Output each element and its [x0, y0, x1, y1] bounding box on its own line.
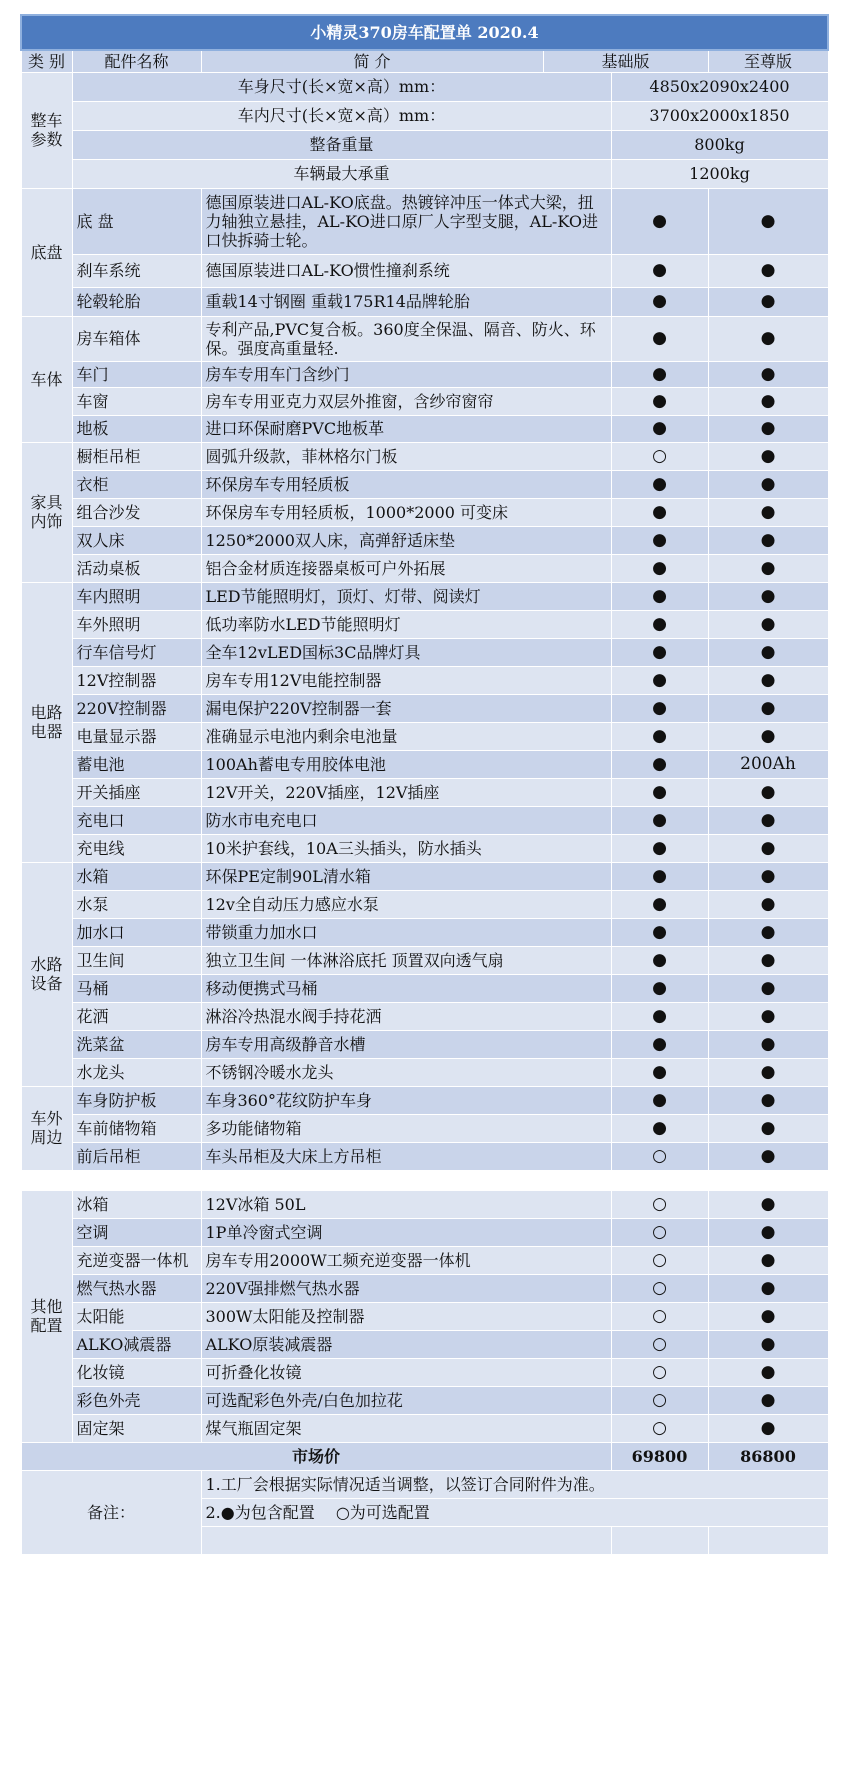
basic-mark: ●: [611, 1002, 708, 1030]
table-row: [21, 1218, 828, 1246]
basic-mark: ●: [611, 610, 708, 638]
part-name: 太阳能: [72, 1302, 201, 1330]
part-description: 房车专用车门含纱门: [201, 361, 611, 387]
param-value: 4850x2090x2400: [611, 72, 828, 101]
part-name: ALKO减震器: [72, 1330, 201, 1358]
basic-mark: ○: [611, 1302, 708, 1330]
part-name: 12V控制器: [72, 666, 201, 694]
part-description: 车身360°花纹防护车身: [201, 1086, 611, 1114]
part-description: 220V强排燃气热水器: [201, 1274, 611, 1302]
part-name: 车窗: [72, 387, 201, 415]
premium-mark: ●: [708, 806, 828, 834]
part-description: 铝合金材质连接器桌板可户外拓展: [201, 554, 611, 582]
table-row: [21, 1086, 828, 1114]
part-name: 橱柜吊柜: [72, 442, 201, 470]
param-value: 1200kg: [611, 159, 828, 188]
config-sheet: [20, 14, 827, 1555]
part-description: 100Ah蓄电专用胶体电池: [201, 750, 611, 778]
premium-mark: ●: [708, 1058, 828, 1086]
part-description: 圆弧升级款，菲林格尔门板: [201, 442, 611, 470]
part-name: 燃气热水器: [72, 1274, 201, 1302]
part-description: 进口环保耐磨PVC地板革: [201, 415, 611, 442]
basic-mark: ●: [611, 1086, 708, 1114]
part-name: 马桶: [72, 974, 201, 1002]
table-row: [21, 554, 828, 582]
premium-mark: ●: [708, 442, 828, 470]
part-description: 德国原装进口AL-KO底盘。热镀锌冲压一体式大梁，扭力轴独立悬挂，AL-KO进口原厂人字型支腿，AL-KO进口快拆骑士轮。: [201, 188, 611, 254]
premium-mark: ●: [708, 1302, 828, 1330]
basic-mark: ●: [611, 778, 708, 806]
premium-mark: ●: [708, 361, 828, 387]
basic-mark: ●: [611, 750, 708, 778]
premium-mark: ●: [708, 890, 828, 918]
table-row: [21, 1246, 828, 1274]
note-line: 2.●为包含配置 ○为可选配置: [201, 1498, 828, 1526]
category-water: 水路设备: [21, 862, 72, 1086]
table-row: [21, 1114, 828, 1142]
premium-mark: ●: [708, 1358, 828, 1386]
part-name: 蓄电池: [72, 750, 201, 778]
table-row: [21, 1058, 828, 1086]
part-description: ALKO原装减震器: [201, 1330, 611, 1358]
basic-mark: ●: [611, 188, 708, 254]
premium-mark: ●: [708, 1114, 828, 1142]
part-name: 水箱: [72, 862, 201, 890]
premium-mark: ●: [708, 834, 828, 862]
part-name: 车外照明: [72, 610, 201, 638]
basic-mark: ●: [611, 554, 708, 582]
table-row: [21, 862, 828, 890]
part-name: 车身防护板: [72, 1086, 201, 1114]
part-description: 带锁重力加水口: [201, 918, 611, 946]
table-row: [21, 1274, 828, 1302]
part-description: 12V冰箱 50L: [201, 1190, 611, 1218]
part-name: 房车箱体: [72, 316, 201, 361]
table-row: [21, 1414, 828, 1442]
param-label: 车内尺寸(长×宽×高）mm：: [72, 101, 611, 130]
table-row: [21, 188, 828, 254]
part-name: 双人床: [72, 526, 201, 554]
param-label: 整备重量: [72, 130, 611, 159]
table-row: [21, 778, 828, 806]
premium-mark: ●: [708, 498, 828, 526]
part-name: 加水口: [72, 918, 201, 946]
part-description: 车头吊柜及大床上方吊柜: [201, 1142, 611, 1170]
note-blank: [708, 1526, 828, 1554]
basic-mark: ●: [611, 694, 708, 722]
premium-mark: ●: [708, 1190, 828, 1218]
part-name: 空调: [72, 1218, 201, 1246]
premium-mark: ●: [708, 722, 828, 750]
table-row: [21, 415, 828, 442]
basic-mark: ○: [611, 1190, 708, 1218]
part-description: 10米护套线，10A三头插头，防水插头: [201, 834, 611, 862]
basic-mark: ●: [611, 387, 708, 415]
part-description: 重载14寸钢圈 重载175R14品牌轮胎: [201, 287, 611, 316]
basic-mark: ○: [611, 1218, 708, 1246]
param-label: 车辆最大承重: [72, 159, 611, 188]
premium-mark: ●: [708, 974, 828, 1002]
premium-mark: ●: [708, 946, 828, 974]
basic-mark: ○: [611, 1414, 708, 1442]
part-description: 漏电保护220V控制器一套: [201, 694, 611, 722]
header-part-name: 配件名称: [72, 50, 201, 72]
part-description: 低功率防水LED节能照明灯: [201, 610, 611, 638]
part-name: 轮毂轮胎: [72, 287, 201, 316]
basic-mark: ●: [611, 287, 708, 316]
premium-mark: ●: [708, 1414, 828, 1442]
part-name: 地板: [72, 415, 201, 442]
table-row: [21, 287, 828, 316]
basic-mark: ●: [611, 1058, 708, 1086]
price-basic: 69800: [611, 1442, 708, 1470]
table-row: [21, 1190, 828, 1218]
basic-mark: ●: [611, 470, 708, 498]
basic-mark: ○: [611, 1142, 708, 1170]
part-description: 德国原装进口AL-KO惯性撞刹系统: [201, 254, 611, 287]
part-description: 煤气瓶固定架: [201, 1414, 611, 1442]
premium-mark: ●: [708, 387, 828, 415]
part-name: 前后吊柜: [72, 1142, 201, 1170]
table-row: [21, 498, 828, 526]
basic-mark: ○: [611, 442, 708, 470]
premium-mark: ●: [708, 287, 828, 316]
part-name: 底 盘: [72, 188, 201, 254]
part-description: 多功能储物箱: [201, 1114, 611, 1142]
basic-mark: ●: [611, 361, 708, 387]
header-description: 简 介: [201, 50, 543, 72]
premium-mark: ●: [708, 778, 828, 806]
price-premium: 86800: [708, 1442, 828, 1470]
part-name: 水泵: [72, 890, 201, 918]
section-spacer: [21, 1170, 828, 1190]
basic-mark: ●: [611, 415, 708, 442]
premium-mark: ●: [708, 415, 828, 442]
basic-mark: ●: [611, 890, 708, 918]
category-furniture: 家具内饰: [21, 442, 72, 582]
table-row: [21, 1358, 828, 1386]
part-description: 12V开关，220V插座，12V插座: [201, 778, 611, 806]
header-category: 类 别: [21, 50, 72, 72]
note-line: 1.工厂会根据实际情况适当调整，以签订合同附件为准。: [201, 1470, 828, 1498]
part-name: 卫生间: [72, 946, 201, 974]
part-name: 车门: [72, 361, 201, 387]
basic-mark: ●: [611, 582, 708, 610]
part-description: 独立卫生间 一体淋浴底托 顶置双向透气扇: [201, 946, 611, 974]
premium-mark: ●: [708, 254, 828, 287]
basic-mark: ●: [611, 316, 708, 361]
premium-mark: ●: [708, 1030, 828, 1058]
basic-mark: ●: [611, 974, 708, 1002]
part-name: 电量显示器: [72, 722, 201, 750]
header-premium: 至尊版: [708, 50, 828, 72]
part-name: 开关插座: [72, 778, 201, 806]
premium-mark: 200Ah: [708, 750, 828, 778]
sheet-title: 小精灵370房车配置单 2020.4: [21, 15, 828, 50]
part-name: 充逆变器一体机: [72, 1246, 201, 1274]
part-name: 化妆镜: [72, 1358, 201, 1386]
param-value: 3700x2000x1850: [611, 101, 828, 130]
table-row: [21, 610, 828, 638]
part-description: 300W太阳能及控制器: [201, 1302, 611, 1330]
premium-mark: ●: [708, 1246, 828, 1274]
part-description: 环保PE定制90L清水箱: [201, 862, 611, 890]
part-description: 移动便携式马桶: [201, 974, 611, 1002]
part-description: 12v全自动压力感应水泵: [201, 890, 611, 918]
premium-mark: ●: [708, 316, 828, 361]
part-name: 组合沙发: [72, 498, 201, 526]
part-description: 环保房车专用轻质板: [201, 470, 611, 498]
part-description: 环保房车专用轻质板，1000*2000 可变床: [201, 498, 611, 526]
premium-mark: ●: [708, 638, 828, 666]
basic-mark: ●: [611, 666, 708, 694]
category-chassis: 底盘: [21, 188, 72, 316]
config-table: [20, 14, 829, 1555]
table-row: [21, 526, 828, 554]
part-name: 充电口: [72, 806, 201, 834]
part-name: 220V控制器: [72, 694, 201, 722]
part-name: 固定架: [72, 1414, 201, 1442]
part-name: 充电线: [72, 834, 201, 862]
part-name: 冰箱: [72, 1190, 201, 1218]
basic-mark: ●: [611, 1114, 708, 1142]
premium-mark: ●: [708, 610, 828, 638]
basic-mark: ○: [611, 1246, 708, 1274]
basic-mark: ●: [611, 806, 708, 834]
category-exterior: 车外周边: [21, 1086, 72, 1170]
category-body: 车体: [21, 316, 72, 442]
price-label: 市场价: [21, 1442, 611, 1470]
part-name: 行车信号灯: [72, 638, 201, 666]
param-value: 800kg: [611, 130, 828, 159]
part-description: 房车专用2000W工频充逆变器一体机: [201, 1246, 611, 1274]
table-row: [21, 834, 828, 862]
basic-mark: ○: [611, 1386, 708, 1414]
table-row: [21, 638, 828, 666]
table-row: [21, 974, 828, 1002]
table-row: [21, 1030, 828, 1058]
category-params: 整车参数: [21, 72, 72, 188]
premium-mark: ●: [708, 526, 828, 554]
basic-mark: ●: [611, 918, 708, 946]
table-row: [21, 1330, 828, 1358]
table-row: [21, 442, 828, 470]
table-row: [21, 254, 828, 287]
table-row: [21, 666, 828, 694]
part-description: 可折叠化妆镜: [201, 1358, 611, 1386]
basic-mark: ●: [611, 526, 708, 554]
note-blank: [201, 1526, 611, 1554]
part-description: 不锈钢冷暖水龙头: [201, 1058, 611, 1086]
premium-mark: ●: [708, 918, 828, 946]
table-row: [21, 470, 828, 498]
part-name: 活动桌板: [72, 554, 201, 582]
part-name: 车前储物箱: [72, 1114, 201, 1142]
basic-mark: ●: [611, 946, 708, 974]
basic-mark: ○: [611, 1330, 708, 1358]
part-description: 淋浴冷热混水阀手持花洒: [201, 1002, 611, 1030]
part-description: 全车12vLED国标3C品牌灯具: [201, 638, 611, 666]
table-row: [21, 582, 828, 610]
premium-mark: ●: [708, 1142, 828, 1170]
table-row: [21, 694, 828, 722]
table-row: [21, 722, 828, 750]
table-row: [21, 316, 828, 361]
part-name: 彩色外壳: [72, 1386, 201, 1414]
table-row: [21, 1386, 828, 1414]
premium-mark: ●: [708, 862, 828, 890]
header-basic: 基础版: [543, 50, 708, 72]
premium-mark: ●: [708, 666, 828, 694]
basic-mark: ●: [611, 254, 708, 287]
premium-mark: ●: [708, 1274, 828, 1302]
basic-mark: ●: [611, 498, 708, 526]
basic-mark: ○: [611, 1274, 708, 1302]
basic-mark: ●: [611, 722, 708, 750]
basic-mark: ●: [611, 638, 708, 666]
part-name: 刹车系统: [72, 254, 201, 287]
table-row: [21, 387, 828, 415]
basic-mark: ●: [611, 834, 708, 862]
part-description: 专利产品,PVC复合板。360度全保温、隔音、防火、环保。强度高重量轻.: [201, 316, 611, 361]
part-description: 1P单冷窗式空调: [201, 1218, 611, 1246]
part-description: LED节能照明灯，顶灯、灯带、阅读灯: [201, 582, 611, 610]
part-description: 房车专用亚克力双层外推窗，含纱帘窗帘: [201, 387, 611, 415]
part-description: 房车专用高级静音水槽: [201, 1030, 611, 1058]
premium-mark: ●: [708, 582, 828, 610]
basic-mark: ●: [611, 862, 708, 890]
table-row: [21, 1002, 828, 1030]
param-label: 车身尺寸(长×宽×高）mm：: [72, 72, 611, 101]
table-row: [21, 946, 828, 974]
notes-label: 备注：: [21, 1470, 201, 1554]
part-description: 1250*2000双人床，高弹舒适床垫: [201, 526, 611, 554]
part-name: 花洒: [72, 1002, 201, 1030]
note-blank: [611, 1526, 708, 1554]
basic-mark: ○: [611, 1358, 708, 1386]
part-name: 车内照明: [72, 582, 201, 610]
part-description: 防水市电充电口: [201, 806, 611, 834]
table-row: [21, 1142, 828, 1170]
premium-mark: ●: [708, 470, 828, 498]
table-row: [21, 750, 828, 778]
premium-mark: ●: [708, 554, 828, 582]
part-name: 洗菜盆: [72, 1030, 201, 1058]
part-description: 可选配彩色外壳/白色加拉花: [201, 1386, 611, 1414]
table-row: [21, 918, 828, 946]
table-row: [21, 1302, 828, 1330]
part-name: 水龙头: [72, 1058, 201, 1086]
table-row: [21, 806, 828, 834]
category-other: 其他配置: [21, 1190, 72, 1442]
part-description: 准确显示电池内剩余电池量: [201, 722, 611, 750]
premium-mark: ●: [708, 694, 828, 722]
premium-mark: ●: [708, 1386, 828, 1414]
part-description: 房车专用12V电能控制器: [201, 666, 611, 694]
premium-mark: ●: [708, 1086, 828, 1114]
table-row: [21, 361, 828, 387]
premium-mark: ●: [708, 1330, 828, 1358]
premium-mark: ●: [708, 1002, 828, 1030]
part-name: 衣柜: [72, 470, 201, 498]
premium-mark: ●: [708, 188, 828, 254]
table-row: [21, 890, 828, 918]
premium-mark: ●: [708, 1218, 828, 1246]
category-electric: 电路电器: [21, 582, 72, 862]
basic-mark: ●: [611, 1030, 708, 1058]
